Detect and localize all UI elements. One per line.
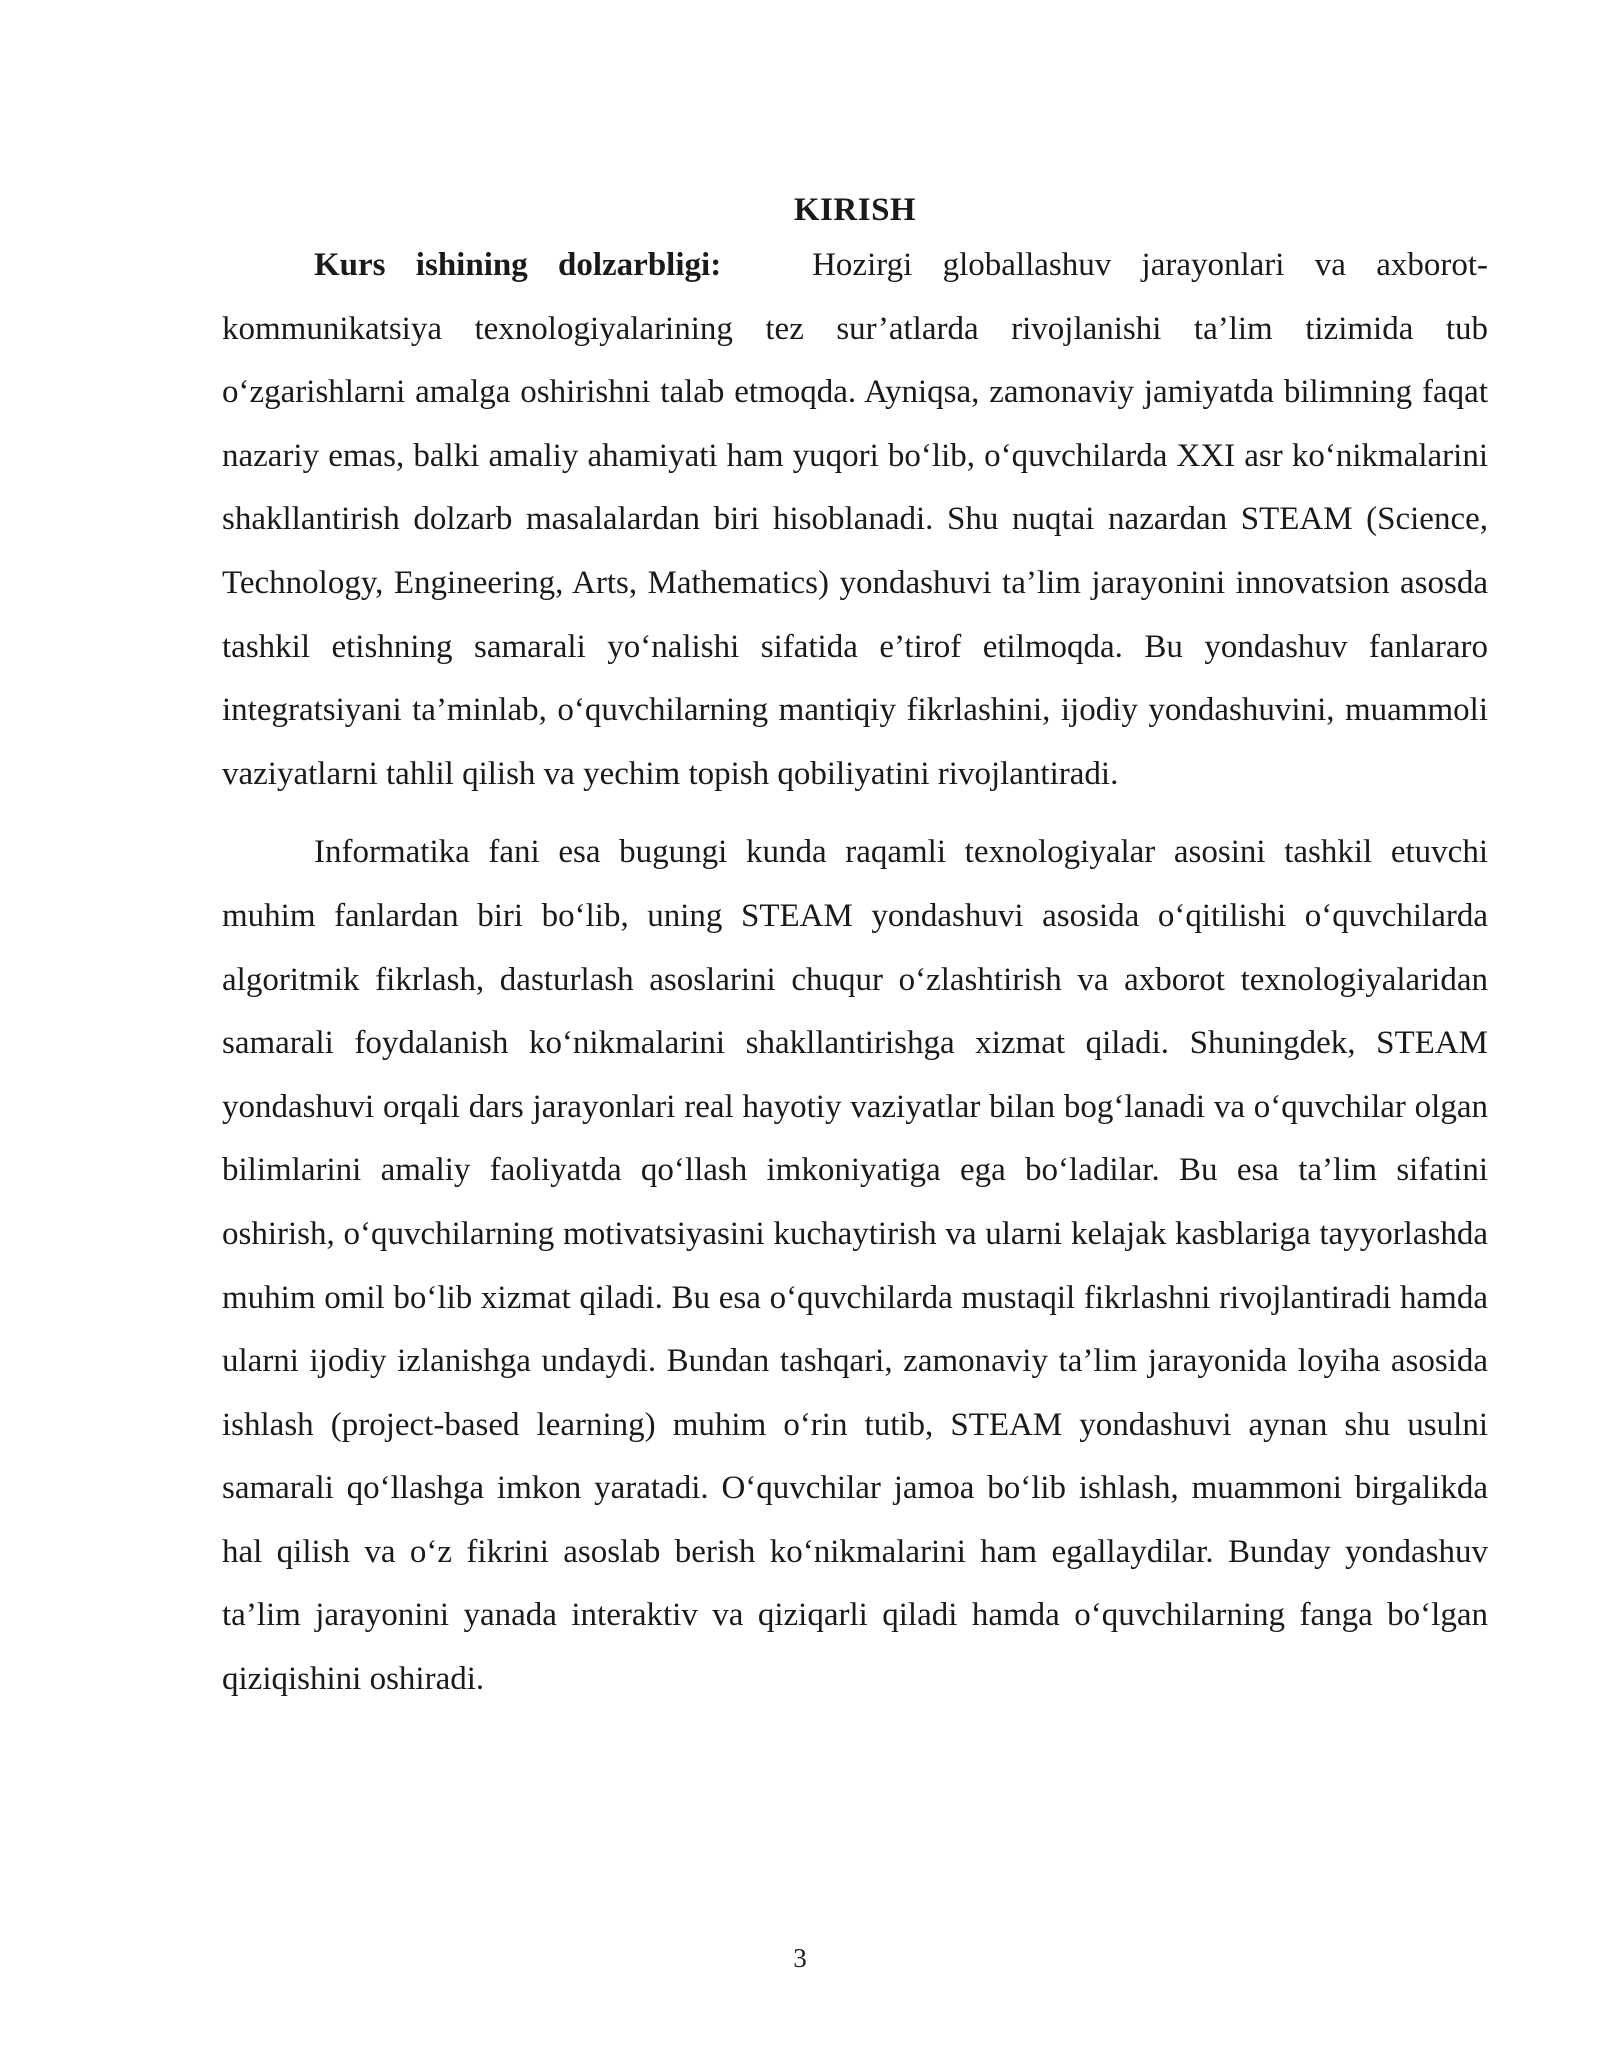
paragraph-label: Kurs ishining dolzarbligi: [314, 247, 722, 283]
section-heading: KIRISH [793, 192, 917, 228]
page-content [222, 186, 1488, 1712]
paragraph-relevance [222, 234, 1488, 806]
page-number: 3 [793, 1943, 807, 1973]
paragraph-informatics [222, 821, 1488, 1711]
paragraph-text: Hozirgi globallashuv jarayonlari va axborot-kommunikatsiya texnologiyalarining tez sur’atlarda rivojlanishi ta’lim tizimida tub o‘zgarishlarni amalga oshirishni talab etmoqda. Ayniqsa, zamonaviy jamiyatda bilimning faqat nazariy emas, balki amaliy ahamiyati ham yuqori bo‘lib, o‘quvchilarda XXI asr ko‘nikmalarini shakllantirish dolzarb masalalardan biri hisoblanadi. Shu nuqtai nazardan STEAM (Science, Technology, Engineering, Arts, Mathematics) yondashuvi ta’lim jarayonini innovatsion asosda tashkil etishning samarali yo‘nalishi sifatida e’tirof etilmoqda. Bu yondashuv fanlararo integratsiyani ta’minlab, o‘quvchilarning mantiqiy fikrlashini, ijodiy yondashuvini, muammoli vaziyatlarni tahlil qilish va yechim topish qobiliyatini rivojlantiradi. [222, 247, 1489, 792]
paragraph-text: Informatika fani esa bugungi kunda raqamli texnologiyalar asosini tashkil etuvchi muhim fanlardan biri bo‘lib, uning STEAM yondashuvi asosida o‘qitilishi o‘quvchilarda algoritmik fikrlash, dasturlash asoslarini chuqur o‘zlashtirish va axborot texnologiyalaridan samarali foydalanish ko‘nikmalarini shakllantirishga xizmat qiladi. Shuningdek, STEAM yondashuvi orqali dars jarayonlari real hayotiy vaziyatlar bilan bog‘lanadi va o‘quvchilar olgan bilimlarini amaliy faoliyatda qo‘llash imkoniyatiga ega bo‘ladilar. Bu esa ta’lim sifatini oshirish, o‘quvchilarning motivatsiyasini kuchaytirish va ularni kelajak kasblariga tayyorlashda muhim omil bo‘lib xizmat qiladi. Bu esa o‘quvchilarda mustaqil fikrlashni rivojlantiradi hamda ularni ijodiy izlanishga undaydi. Bundan tashqari, zamonaviy ta’lim jarayonida loyiha asosida ishlash (project-based learning) muhim o‘rin tutib, STEAM yondashuvi aynan shu usulni samarali qo‘llashga imkon yaratadi. O‘quvchilar jamoa bo‘lib ishlash, muammoni birgalikda hal qilish va o‘z fikrini asoslab berish ko‘nikmalarini ham egallaydilar. Bunday yondashuv ta’lim jarayonini yanada interaktiv va qiziqarli qiladi hamda o‘quvchilarning fanga bo‘lgan qiziqishini oshiradi. [222, 834, 1488, 1698]
